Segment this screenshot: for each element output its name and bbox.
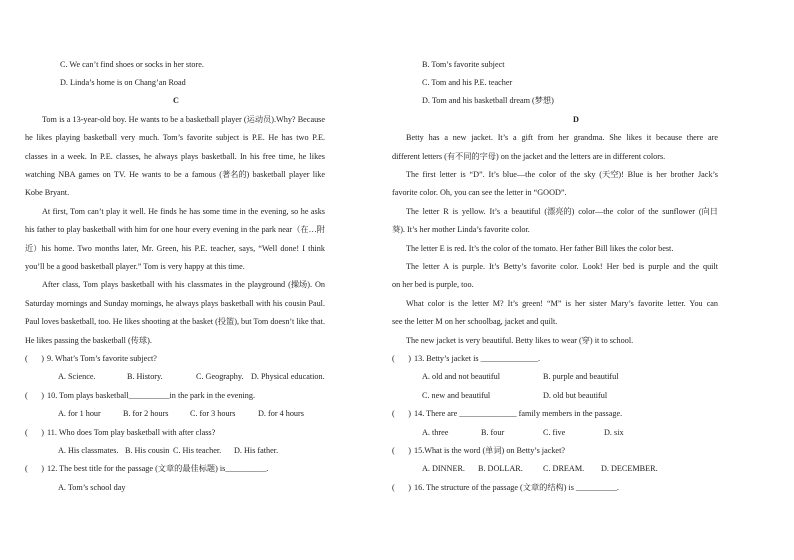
option-c: C. Tom and his P.E. teacher: [422, 77, 513, 87]
option-c: C. new and beautiful: [422, 390, 491, 400]
option-c: C. five: [543, 427, 566, 437]
paragraph-line: favorite color. Oh, you can see the letter in “GOOD”.: [392, 188, 567, 198]
passage-d-paragraph-1: [392, 129, 718, 166]
question-text: 10. Tom plays basketball__________in the park in the evening.: [47, 390, 256, 400]
option-a: A. for 1 hour: [58, 409, 101, 419]
paragraph-line: on her bed is purple, too.: [392, 280, 474, 290]
options-row: [392, 460, 718, 478]
question-stem: [392, 479, 718, 497]
option-b: B. Tom’s favorite subject: [422, 59, 505, 69]
paragraph-line: He likes passing the basketball (传球).: [25, 335, 152, 345]
option-a: A. old and not beautiful: [422, 372, 500, 382]
blank-close-paren: ): [41, 427, 44, 437]
option-a: A. DINNER.: [422, 464, 465, 474]
answer-blank: [392, 405, 411, 423]
blank-open-paren: (: [25, 354, 28, 363]
question-stem: [25, 350, 325, 368]
section-heading-c: C: [173, 96, 179, 106]
paragraph-line: The letter A is purple. It’s Betty’s favorite color. Look! Her bed is purple and the quilt: [406, 261, 718, 271]
option-a: A. three: [422, 427, 449, 437]
options-row: [25, 405, 325, 423]
option-d: D. DECEMBER.: [601, 464, 658, 474]
option-d: D. Physical education.: [251, 372, 325, 382]
blank-open-paren: (: [392, 446, 395, 456]
passage-d-paragraph-4: [392, 240, 718, 258]
question-stem: [25, 460, 325, 478]
paragraph-line: Betty has a new jacket. It’s a gift from her grandma. She likes it because there are: [406, 133, 718, 143]
answer-blank: [392, 442, 411, 460]
paragraph-line: Paul loves basketball, too. He likes shooting at the basket (投篮), but Tom doesn’t like that.: [25, 317, 325, 327]
blank-open-paren: (: [25, 427, 28, 437]
blank-close-paren: ): [408, 446, 411, 456]
option-d: D. Tom and his basketball dream (梦想): [422, 96, 554, 106]
blank-close-paren: ): [41, 464, 44, 474]
option-d: D. for 4 hours: [258, 409, 304, 419]
options-row: [392, 387, 718, 405]
question-stem: [25, 424, 325, 442]
paragraph-line: Tom is a 13-year-old boy. He wants to be a basketball player (运动员).Why? Because: [42, 114, 325, 124]
passage-d-paragraph-7: [392, 332, 718, 350]
question-9: [25, 350, 325, 387]
passage-d-paragraph-6: [392, 295, 718, 332]
answer-blank: [25, 350, 44, 368]
question-stem: [25, 387, 325, 405]
question-text: 14. There are ______________ family members in the passage.: [414, 409, 623, 419]
passage-d-paragraph-3: [392, 203, 718, 240]
option-b: B. History.: [127, 372, 163, 382]
right-column: [392, 56, 718, 498]
blank-open-paren: (: [392, 409, 395, 419]
blank-close-paren: ): [408, 482, 411, 492]
blank-open-paren: (: [392, 482, 395, 492]
option-c: C. for 3 hours: [190, 409, 236, 419]
paragraph-line: At first, Tom can’t play it well. He finds he has some time in the evening, so he asks: [42, 206, 325, 216]
paragraph-line: The new jacket is very beautiful. Betty likes to wear (穿) it to school.: [406, 335, 634, 345]
blank-close-paren: ): [41, 354, 44, 363]
option-d: D. Linda’s home is on Chang’an Road: [60, 77, 186, 87]
blank-close-paren: ): [408, 409, 411, 419]
paragraph-line: 近）his home. Two months later, Mr. Green, his P.E. teacher, says, “Well done! I think: [25, 243, 325, 253]
option-b: B. for 2 hours: [123, 409, 169, 419]
paragraph-line: Kobe Bryant.: [25, 188, 70, 198]
option-c: C. Geography.: [196, 372, 244, 382]
section-heading-d: D: [573, 114, 579, 124]
question-stem: [392, 405, 718, 423]
question-14: [392, 405, 718, 442]
option-a: A. His classmates.: [58, 446, 119, 456]
question-16: [392, 479, 718, 497]
paragraph-line: 葵). It’s her mother Linda’s favorite color.: [392, 225, 530, 235]
options-row: [25, 368, 325, 386]
passage-d-paragraph-2: [392, 166, 718, 203]
paragraph-line: different letters (有不同的字母) on the jacket and the letters are in different colors.: [392, 151, 666, 161]
option-d: D. old but beautiful: [543, 390, 608, 400]
option-d: D. six: [604, 427, 624, 437]
paragraph-line: his father to play basketball with him for one hour every evening in the park near（在…附: [25, 225, 325, 235]
option-b: B. four: [481, 427, 505, 437]
paragraph-line: see the letter M on her schoolbag, jacket and quilt.: [392, 317, 558, 327]
blank-open-paren: (: [25, 464, 28, 474]
option-d: D. His father.: [234, 446, 279, 456]
options-row: [25, 442, 325, 460]
answer-blank: [392, 479, 411, 497]
passage-c-paragraph-2: [25, 203, 325, 277]
answer-blank: [25, 460, 44, 478]
option-a: A. Tom’s school day: [58, 482, 126, 492]
blank-close-paren: ): [408, 354, 411, 363]
paragraph-line: The letter E is red. It’s the color of the tomato. Her father Bill likes the color best.: [406, 243, 674, 253]
option-b: B. DOLLAR.: [478, 464, 523, 474]
option-b: B. purple and beautiful: [543, 372, 619, 382]
question-15: [392, 442, 718, 479]
question-text: 11. Who does Tom play basketball with after class?: [47, 427, 216, 437]
passage-c-paragraph-1: [25, 111, 325, 203]
left-column: [25, 56, 325, 498]
blank-open-paren: (: [25, 390, 28, 400]
question-12: [25, 460, 325, 497]
question-text: 9. What’s Tom’s favorite subject?: [47, 354, 157, 363]
question-text: 12. The best title for the passage (文章的最佳标题) is__________.: [47, 464, 269, 474]
paragraph-line: After class, Tom plays basketball with his classmates in the playground (操场). On: [42, 280, 325, 290]
options-row: [392, 424, 718, 442]
answer-blank: [25, 387, 44, 405]
passage-c-paragraph-3: [25, 276, 325, 350]
paragraph-line: you’ll be a good basketball player.” Tom is very happy at this time.: [25, 261, 245, 271]
question-text: 16. The structure of the passage (文章的结构) is __________.: [414, 482, 619, 492]
option-b: B. His cousin: [125, 446, 170, 456]
paragraph-line: What color is the letter M? It’s green! “M” is her sister Mary’s favorite letter. You can: [406, 298, 718, 308]
paragraph-line: he likes playing basketball very much. Tom’s favorite subject is P.E. He has two P.E.: [25, 133, 325, 143]
paragraph-line: watching NBA games on TV. He wants to be a famous (著名的) basketball player like: [25, 169, 325, 179]
question-13: [392, 350, 718, 405]
question-stem: [392, 442, 718, 460]
option-c: C. DREAM.: [543, 464, 585, 474]
question-text: 15.What is the word (单词) on Betty’s jacket?: [414, 446, 565, 456]
paragraph-line: The first letter is “D”. It’s blue—the color of the sky (天空)! Blue is her brother Jack’s: [406, 169, 718, 179]
option-a: A. Science.: [58, 372, 96, 382]
question-10: [25, 387, 325, 424]
question-8-options-continued: [25, 56, 325, 93]
passage-d-paragraph-5: [392, 258, 718, 295]
question-stem: [392, 350, 718, 368]
blank-open-paren: (: [392, 354, 395, 363]
answer-blank: [25, 424, 44, 442]
options-row: [392, 368, 718, 386]
question-text: 13. Betty’s jacket is ______________.: [414, 354, 540, 363]
option-c: C. His teacher.: [173, 446, 222, 456]
paragraph-line: The letter R is yellow. It’s a beautiful (漂亮的) color—the color of the sunflower (向日: [406, 206, 718, 216]
question-11: [25, 424, 325, 461]
option-c: C. We can’t find shoes or socks in her store.: [60, 59, 204, 69]
paragraph-line: Saturday mornings and Sunday mornings, he always plays basketball with his cousin Paul.: [25, 298, 325, 308]
question-12-options-continued: [392, 56, 718, 111]
paragraph-line: classes in a week. In P.E. classes, he always plays basketball. In his free time, he likes: [25, 151, 325, 161]
answer-blank: [392, 350, 411, 368]
blank-close-paren: ): [41, 390, 44, 400]
